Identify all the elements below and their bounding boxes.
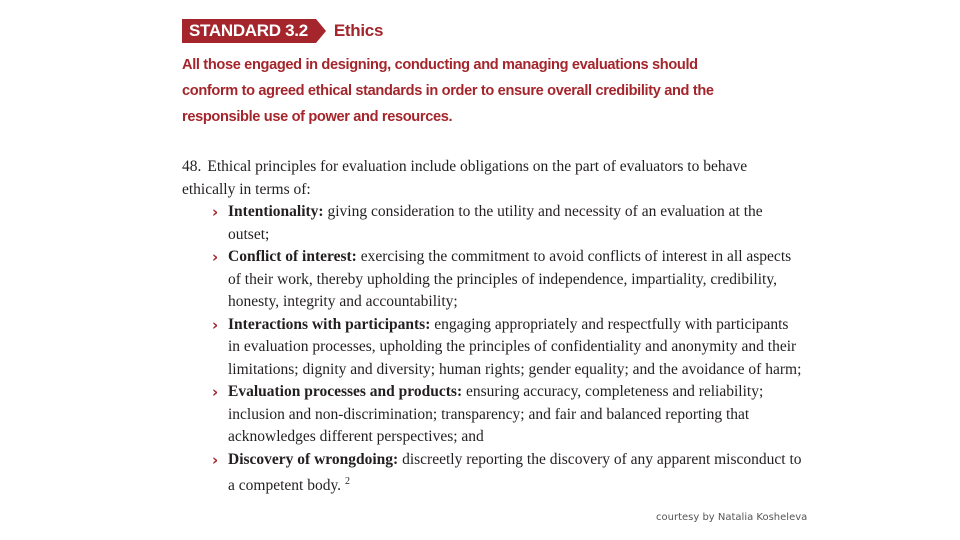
paragraph-text: Ethical principles for evaluation include obligations on the part of evaluators to behave ethically in terms of: [182, 158, 748, 198]
principle-text: giving consideration to the utility and necessity of an evaluation at the outset; [228, 203, 763, 243]
principle-interactions-with-participants [212, 314, 802, 382]
principle-discovery-of-wrongdoing [212, 449, 802, 498]
principle-term: Conflict of interest: [228, 248, 357, 265]
principle-term: Evaluation processes and products: [228, 383, 463, 400]
chevron-right-icon: › [212, 315, 219, 334]
principle-text: ensuring accuracy, completeness and reliability; inclusion and non-discrimination; transparency; and fair and balanced reporting that acknowledges different perspectives; and [228, 383, 764, 445]
chevron-right-icon: › [212, 450, 219, 469]
principle-conflict-of-interest [212, 246, 802, 314]
principles-list [212, 201, 802, 498]
principle-text: engaging appropriately and respectfully with participants in evaluation processes, upholding the principles of confidentiality and anonymity and their limitations; dignity and diversity; human rights; gender equality; and the avoidance of harm; [228, 315, 802, 378]
chevron-right-icon: › [212, 248, 219, 266]
chevron-right-icon: › [212, 203, 219, 221]
standard-statement: All those engaged in designing, conducting and managing evaluations should conform to agreed ethical standards in order to ensure overall credibility and the responsible use of power and resources. [182, 57, 714, 125]
standard-header [182, 19, 383, 43]
principle-text: exercising the commitment to avoid conflicts of interest in all aspects of their work, thereby upholding the principles of independence, impartiality, credibility, honesty, integrity and accountability; [228, 248, 792, 310]
footnote-marker: 2 [344, 476, 350, 487]
principle-evaluation-processes [212, 381, 802, 449]
standard-title: Ethics [333, 21, 384, 40]
chevron-right-icon: › [212, 383, 219, 401]
principle-text: discreetly reporting the discovery of any apparent misconduct to a competent body. [228, 450, 802, 495]
credit-line: courtesy by Natalia Kosheleva [656, 512, 808, 523]
principle-term: Interactions with participants: [228, 315, 431, 333]
paragraph-48 [182, 156, 792, 201]
standard-badge: STANDARD 3.2 [182, 19, 316, 43]
principle-term: Discovery of wrongdoing: [228, 450, 399, 468]
principle-intentionality [212, 201, 802, 246]
paragraph-number: 48. [182, 158, 202, 175]
principle-term: Intentionality: [228, 203, 324, 220]
